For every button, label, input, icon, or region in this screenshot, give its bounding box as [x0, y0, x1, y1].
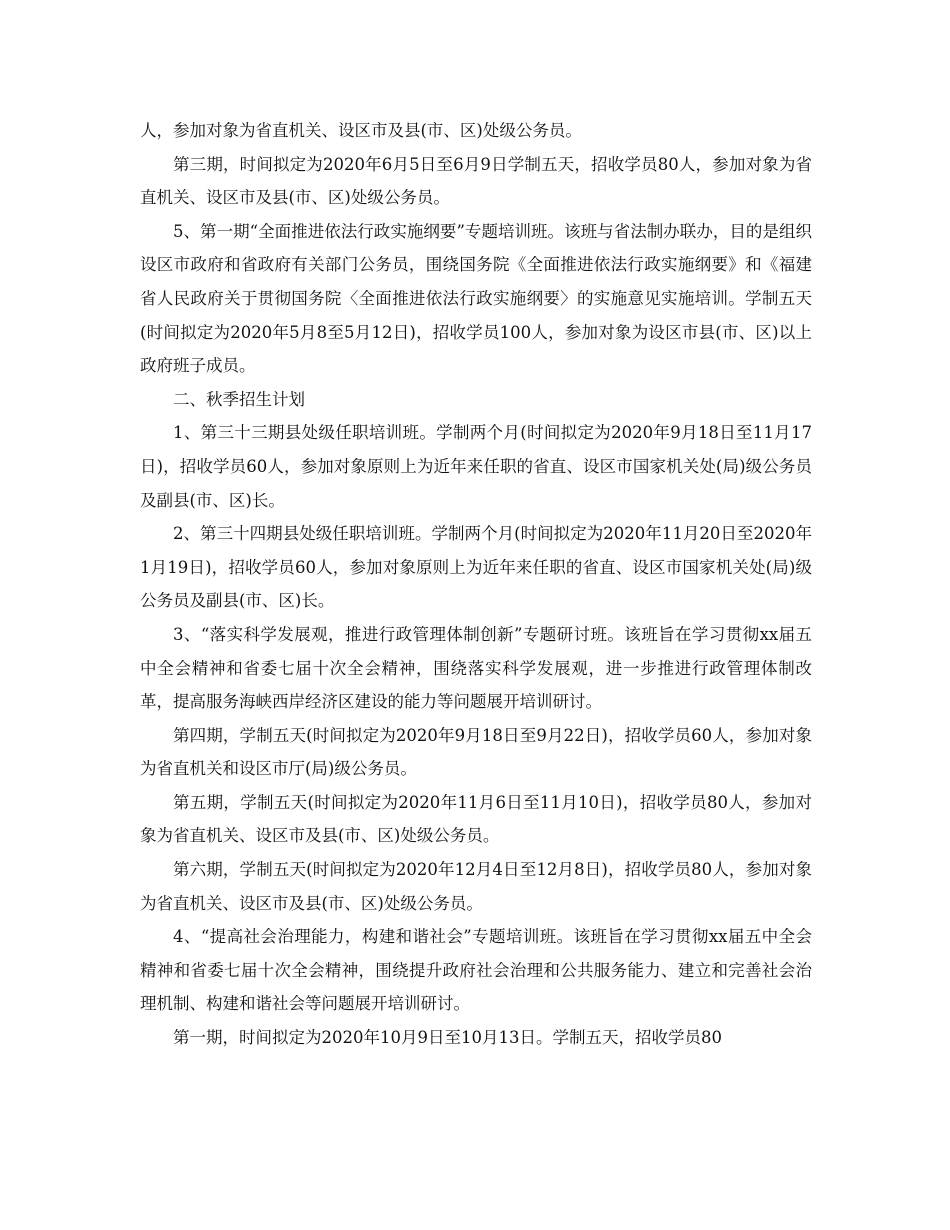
paragraph-continuation: 人，参加对象为省直机关、设区市及县(市、区)处级公务员。	[140, 121, 582, 140]
paragraph-phase-one: 第一期，时间拟定为2020年10月9日至10月13日。学制五天，招收学员80	[173, 1028, 722, 1048]
paragraph-item-3: 3、“落实科学发展观，推进行政管理体制创新”专题研讨班。该班旨在学习贯彻xx届五中全会精神和省委七届十次全会精神，围绕落实科学发展观，进一步推进行政管理体制改革，提高服务海峡西岸经济区建设的能力等问题展开培训研讨。	[140, 624, 812, 712]
paragraph-item-4: 4、“提高社会治理能力，构建和谐社会”专题培训班。该班旨在学习贯彻xx届五中全会精神和省委七届十次全会精神，围绕提升政府社会治理和公共服务能力、建立和完善社会治理机制、构建和谐社会等问题展开培训研讨。	[140, 927, 812, 1014]
section-heading-autumn: 二、秋季招生计划	[173, 389, 305, 409]
paragraph-phase-six: 第六期，学制五天(时间拟定为2020年12月4日至12月8日)，招收学员80人，参加对象为省直机关、设区市及县(市、区)处级公务员。	[140, 860, 812, 913]
paragraph-phase-five: 第五期，学制五天(时间拟定为2020年11月6日至11月10日)，招收学员80人，参加对象为省直机关、设区市及县(市、区)处级公务员。	[140, 792, 812, 846]
paragraph-item-2: 2、第三十四期县处级任职培训班。学制两个月(时间拟定为2020年11月20日至2020年1月19日)，招收学员60人，参加对象原则上为近年来任职的省直、设区市国家机关处(局)级公务员及副县(市、区)长。	[140, 524, 812, 611]
paragraph-item-1: 1、第三十三期县处级任职培训班。学制两个月(时间拟定为2020年9月18日至11月17日)，招收学员60人，参加对象原则上为近年来任职的省直、设区市国家机关处(局)级公务员及副县(市、区)长。	[140, 423, 812, 510]
document-body	[140, 114, 812, 1055]
paragraph-phase-three: 第三期，时间拟定为2020年6月5日至6月9日学制五天，招收学员80人，参加对象为省直机关、设区市及县(市、区)处级公务员。	[140, 154, 812, 208]
paragraph-phase-four: 第四期，学制五天(时间拟定为2020年9月18日至9月22日)，招收学员60人，参加对象为省直机关和设区市厅(局)级公务员。	[140, 725, 812, 779]
paragraph-item-5: 5、第一期“全面推进依法行政实施纲要”专题培训班。该班与省法制办联办，目的是组织设区市政府和省政府有关部门公务员，围绕国务院《全面推进依法行政实施纲要》和《福建省人民政府关于贯彻国务院〈全面推进依法行政实施纲要〉的实施意见实施培训。学制五天(时间拟定为2020年5月8至5月12日)，招收学员100人，参加对象为设区市县(市、区)以上政府班子成员。	[140, 221, 812, 376]
